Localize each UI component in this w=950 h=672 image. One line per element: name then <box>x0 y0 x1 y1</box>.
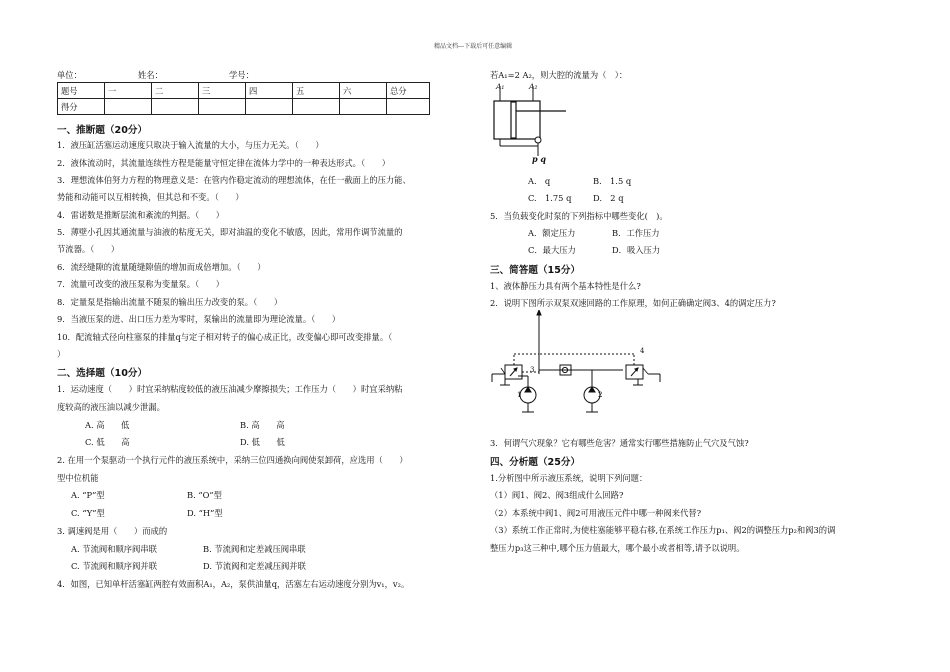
s2-q3-option[interactable]: C. 节流阀和顺序阀并联 <box>71 561 157 571</box>
section-1-title: 一、推断题（20分） <box>57 125 148 136</box>
page-header: 精品文档---下载后可任意编辑 <box>434 43 513 50</box>
s1-item: 2．液体流动时，其流量连续性方程是能量守恒定律在流体力学中的一种表达形式。（ ） <box>57 158 391 168</box>
s4-q1: （1）阀1、阀2、阀3组成什么回路? <box>490 490 624 500</box>
label-a2: A₂ <box>529 82 538 91</box>
q5: 5．当负载变化时泵的下列指标中哪些变化( )。 <box>490 211 668 221</box>
s4-intro: 1.分析图中所示液压系统，说明下列问题： <box>490 473 648 483</box>
s1-item: 势能和动能可以互相转换，但其总和不变。（ ） <box>57 192 244 202</box>
score-table-header-row <box>58 83 430 99</box>
q5-option[interactable]: C．最大压力 <box>528 245 576 255</box>
label-pq: p q <box>532 154 546 164</box>
s1-item: 10．配流轴式径向柱塞泵的排量q与定子相对转子的偏心成正比，改变偏心即可改变排量。（ <box>57 332 393 342</box>
q5-option[interactable]: A．额定压力 <box>528 228 576 238</box>
q4-option[interactable]: D. 2 q <box>593 193 624 203</box>
s1-item: ） <box>57 349 66 359</box>
s3-q1: 1、液体静压力具有两个基本特性是什么? <box>490 281 641 291</box>
table-cell: 四 <box>246 83 293 99</box>
score-input-cell[interactable] <box>293 99 340 115</box>
s2-q2: 2. 在用一个泵驱动一个执行元件的液压系统中，采纳三位四通换向阀使泵卸荷，应选用（ ） <box>57 455 408 465</box>
s1-item: 1．液压缸活塞运动速度只取决于输入流量的大小，与压力无关。（ ） <box>57 140 324 150</box>
q5-option[interactable]: B．工作压力 <box>612 228 660 238</box>
section-3-title: 三、简答题（15分） <box>490 265 581 276</box>
q4-option[interactable]: C. 1.75 q <box>528 193 572 203</box>
score-input-cell[interactable] <box>387 99 430 115</box>
s2-q3-option[interactable]: B. 节流阀和定差减压阀串联 <box>203 544 306 554</box>
score-table-score-row <box>58 99 430 115</box>
s2-q4: 4．如图，已知单杆活塞缸两腔有效面积A₁，A₂，泵供油量q，活塞左右运动速度分别为v₁，v₂。 <box>57 579 410 589</box>
s1-item: 5．薄壁小孔因其通流量与油液的粘度无关，即对油温的变化不敏感，因此，常用作调节流量的 <box>57 227 403 237</box>
score-table <box>57 82 430 115</box>
q4-option[interactable]: B. 1.5 q <box>593 176 632 186</box>
s1-item: 7．流量可改变的液压泵称为变量泵。（ ） <box>57 279 225 289</box>
section-2-title: 二、选择题（10分） <box>57 368 148 379</box>
score-input-cell[interactable] <box>105 99 152 115</box>
table-cell: 二 <box>152 83 199 99</box>
s1-item: 8．定量泵是指输出流量不随泵的输出压力改变的泵。（ ） <box>57 297 283 307</box>
s2-q3-option[interactable]: A. 节流阀和顺序阀串联 <box>71 544 157 554</box>
s1-item: 4．雷诺数是推断层流和紊流的判据。（ ） <box>57 210 225 220</box>
student-id-label: 学号： <box>229 70 254 80</box>
score-input-cell[interactable] <box>340 99 387 115</box>
pump-1-label: 1 <box>517 391 522 399</box>
table-cell: 三 <box>199 83 246 99</box>
table-cell: 题号 <box>58 83 105 99</box>
q5-option[interactable]: D．吸入压力 <box>612 245 661 255</box>
s1-item: 节流器。（ ） <box>57 244 120 254</box>
s3-q3: 3．何谓气穴现象？它有哪些危害？通常实行哪些措施防止气穴及气蚀? <box>490 438 749 448</box>
s1-item: 6．流经缝隙的流量随缝隙值的增加而成倍增加。（ ） <box>57 262 266 272</box>
s4-q3-cont: 整压力p₃这三种中,哪个压力值最大，哪个最小或者相等,请予以说明。 <box>490 543 745 553</box>
s2-q3-option[interactable]: D. 节流阀和定差减压阀并联 <box>203 561 306 571</box>
score-input-cell[interactable] <box>199 99 246 115</box>
table-cell: 总分 <box>387 83 430 99</box>
s4-q2: （2）本系统中阀1、阀2可用液压元件中哪一种阀来代替? <box>490 508 702 518</box>
valve-4-label: 4 <box>640 347 645 355</box>
s1-item: 9．当液压泵的进、出口压力差为零时，泵输出的流量即为理论流量。（ ） <box>57 314 341 324</box>
s2-q1: 1．运动速度（ ）时宜采纳粘度较低的液压油减少摩擦损失；工作压力（ ）时宜采纳粘 <box>57 384 403 394</box>
score-input-cell[interactable] <box>152 99 199 115</box>
section-4-title: 四、分析题（25分） <box>490 457 581 468</box>
unit-label: 单位： <box>57 70 82 80</box>
s1-item: 3．理想流体伯努力方程的物理意义是：在管内作稳定流动的理想流体，在任一截面上的压力能、 <box>57 175 411 185</box>
s2-q2-option[interactable]: B. “O”型 <box>187 490 222 500</box>
s2-q2-option[interactable]: D. “H”型 <box>187 508 223 518</box>
s2-q2-option[interactable]: C. “Y”型 <box>71 508 105 518</box>
table-cell: 一 <box>105 83 152 99</box>
q4-continuation: 若A₁=2 A₂，则大腔的流量为（ ）： <box>490 70 628 80</box>
s2-q1-cont: 度较高的液压油以减少泄漏。 <box>57 402 165 412</box>
s4-q3: （3）系统工作正常时,为使柱塞能够平稳右移,在系统工作压力p₁、阀2的调整压力p₂和阀3的调 <box>490 525 836 535</box>
table-cell: 六 <box>340 83 387 99</box>
label-a1: A₁ <box>496 82 505 91</box>
s3-q2: 2．说明下图所示双泵双速回路的工作原理，如何正确确定阀3、4的调定压力? <box>490 298 776 308</box>
s2-q3: 3. 调速阀是用（ ）而成的 <box>57 526 168 536</box>
name-label: 姓名： <box>138 70 163 80</box>
valve-3-label: 3 <box>530 366 535 374</box>
pump-2-label: 2 <box>598 391 603 399</box>
s2-q1-option[interactable]: B. 高 高 <box>240 420 285 430</box>
table-cell: 得分 <box>58 99 105 115</box>
s2-q2-cont: 型中位机能 <box>57 473 99 483</box>
dual-pump-circuit-diagram <box>488 310 668 432</box>
s2-q1-option[interactable]: A. 高 低 <box>85 420 130 430</box>
s2-q2-option[interactable]: A. “P”型 <box>71 490 105 500</box>
score-input-cell[interactable] <box>246 99 293 115</box>
s2-q1-option[interactable]: C. 低 高 <box>85 437 130 447</box>
s2-q1-option[interactable]: D. 低 低 <box>240 437 285 447</box>
table-cell: 五 <box>293 83 340 99</box>
q4-option[interactable]: A. q <box>528 176 551 186</box>
